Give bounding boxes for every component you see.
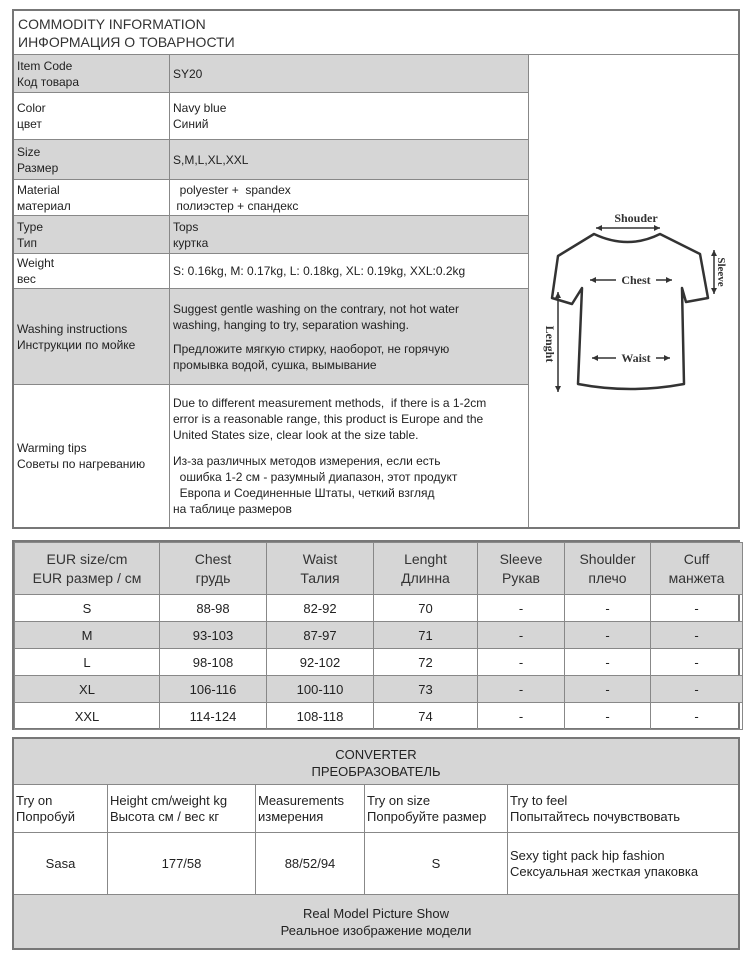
header-sleeve — [478, 543, 565, 595]
header-en: Sleeve — [499, 550, 543, 567]
cell-cuff: - — [651, 676, 743, 703]
cell-cuff: - — [651, 622, 743, 649]
header-en: Try to feel — [510, 792, 568, 808]
cell-sleeve: - — [478, 649, 565, 676]
header-cuff — [651, 543, 743, 595]
converter-header-row — [14, 785, 738, 833]
cell-waist: 87-97 — [267, 622, 374, 649]
row-value: промывка водой, сушка, вымывание — [173, 357, 377, 372]
cell-size: XXL — [15, 703, 160, 730]
table-row — [15, 703, 743, 730]
cell-value: Сексуальная жесткая упаковка — [510, 863, 699, 879]
row-value: на таблице размеров — [173, 502, 292, 516]
header-ru: Попытайтесь почувствовать — [510, 808, 681, 824]
cell-chest: 93-103 — [160, 622, 267, 649]
cell-value: 88/52/94 — [284, 855, 336, 871]
header-ru: манжета — [668, 569, 725, 586]
row-label: Инструкции по мойке — [17, 337, 136, 352]
row-value: Европа и Соединенные Штаты, четкий взгляд — [173, 486, 435, 500]
header-waist — [267, 543, 374, 595]
header-shoulder — [565, 543, 651, 595]
row-value: washing, hanging to try, separation washing. — [173, 317, 409, 332]
row-value: S,M,L,XL,XXL — [173, 152, 249, 167]
cell-shoulder: - — [565, 649, 651, 676]
cell-cuff: - — [651, 649, 743, 676]
header-ru: Высота см / вес кг — [110, 808, 220, 824]
header-try-on-size — [365, 785, 508, 832]
converter-panel — [12, 737, 740, 950]
cell-cuff: - — [651, 595, 743, 622]
row-spacer — [173, 333, 528, 341]
footer-ru: Реальное изображение модели — [280, 922, 472, 938]
row-value: Due to different measurement methods, if there is a 1-2cm — [173, 396, 487, 410]
cell-length: 74 — [374, 703, 478, 730]
header-chest — [160, 543, 267, 595]
info-row-item-code — [14, 55, 528, 93]
commodity-info-title — [14, 11, 738, 55]
value-size — [365, 833, 508, 894]
cell-length: 73 — [374, 676, 478, 703]
cell-waist: 82-92 — [267, 595, 374, 622]
row-value: Из-за различных методов измерения, если есть — [173, 454, 441, 468]
cell-sleeve: - — [478, 703, 565, 730]
cell-size: L — [15, 649, 160, 676]
header-ru: EUR размер / см — [32, 569, 142, 586]
row-label: Material — [17, 182, 60, 197]
cell-chest: 114-124 — [160, 703, 267, 730]
length-label: Lenght — [543, 325, 557, 363]
header-en: Try on — [16, 792, 53, 808]
row-label: Size — [17, 144, 41, 159]
cell-value: 177/58 — [161, 855, 202, 871]
row-value: S: 0.16kg, M: 0.17kg, L: 0.18kg, XL: 0.19kg, XXL:0.2kg — [173, 264, 466, 278]
info-row-size — [14, 140, 528, 180]
value-feel — [508, 833, 738, 894]
row-label: Код товара — [17, 74, 80, 89]
header-en: Try on size — [367, 792, 431, 808]
cell-shoulder: - — [565, 595, 651, 622]
chest-label: Chest — [621, 273, 651, 287]
cell-value: Sexy tight pack hip fashion — [510, 847, 665, 863]
converter-title-en: CONVERTER — [335, 747, 417, 762]
cell-sleeve: - — [478, 622, 565, 649]
header-ru: Рукав — [502, 569, 540, 586]
table-row — [15, 649, 743, 676]
header-en: Measurements — [258, 792, 344, 808]
row-spacer — [173, 443, 528, 453]
tshirt-outline — [552, 234, 708, 389]
header-en: Shoulder — [579, 550, 636, 567]
title-line-en: COMMODITY INFORMATION — [18, 16, 206, 32]
size-table-header — [15, 543, 743, 595]
converter-value-row — [14, 833, 738, 895]
header-en: Cuff — [683, 550, 710, 567]
header-measurements — [256, 785, 365, 832]
converter-footer — [14, 895, 738, 948]
value-height-weight — [108, 833, 256, 894]
row-value: полиэстер + спандекс — [173, 198, 299, 213]
value-model-name — [14, 833, 108, 894]
row-label: Item Code — [17, 58, 73, 73]
table-row — [15, 622, 743, 649]
info-row-warming — [14, 385, 528, 527]
cell-shoulder: - — [565, 703, 651, 730]
row-value: Синий — [173, 117, 209, 131]
cell-sleeve: - — [478, 595, 565, 622]
header-en: Waist — [302, 550, 338, 567]
waist-label: Waist — [621, 351, 651, 365]
shoulder-label: Shouder — [614, 211, 658, 225]
size-table — [14, 542, 743, 730]
footer-en: Real Model Picture Show — [303, 905, 449, 921]
cell-cuff: - — [651, 703, 743, 730]
row-value: куртка — [173, 235, 209, 250]
header-try-on — [14, 785, 108, 832]
header-en: Height cm/weight kg — [110, 792, 228, 808]
header-ru: плечо — [588, 569, 627, 586]
cell-chest: 98-108 — [160, 649, 267, 676]
header-en: EUR size/cm — [46, 550, 128, 567]
header-ru: Талия — [300, 569, 340, 586]
header-ru: Попробуйте размер — [367, 808, 487, 824]
cell-length: 71 — [374, 622, 478, 649]
cell-waist: 100-110 — [267, 676, 374, 703]
header-try-to-feel — [508, 785, 738, 832]
converter-title — [14, 739, 738, 785]
info-row-color — [14, 93, 528, 140]
row-label: Type — [17, 219, 44, 234]
row-value: Navy blue — [173, 101, 227, 115]
cell-sleeve: - — [478, 676, 565, 703]
converter-title-ru: ПРЕОБРАЗОВАТЕЛЬ — [311, 764, 441, 779]
row-label: материал — [17, 198, 71, 213]
cell-size: XL — [15, 676, 160, 703]
header-length — [374, 543, 478, 595]
cell-shoulder: - — [565, 622, 651, 649]
header-ru: измерения — [258, 808, 324, 824]
row-value: Suggest gentle washing on the contrary, not hot water — [173, 301, 459, 316]
cell-chest: 106-116 — [160, 676, 267, 703]
header-ru: Попробуй — [16, 808, 75, 824]
row-value: polyester + spandex — [173, 182, 291, 197]
row-value: SY20 — [173, 66, 203, 81]
row-label: Color — [17, 101, 46, 115]
cell-waist: 108-118 — [267, 703, 374, 730]
row-value: ошибка 1-2 см - разумный диапазон, этот продукт — [173, 470, 458, 484]
table-row — [15, 676, 743, 703]
header-en: Lenght — [404, 550, 447, 567]
header-ru: Длинна — [401, 569, 450, 586]
cell-length: 72 — [374, 649, 478, 676]
column-divider — [528, 55, 529, 527]
info-row-washing — [14, 289, 528, 385]
tshirt-measurement-diagram — [532, 198, 727, 398]
row-label: Советы по нагреванию — [17, 457, 146, 471]
cell-waist: 92-102 — [267, 649, 374, 676]
info-row-material — [14, 180, 528, 216]
row-value: Предложите мягкую стирку, наоборот, не горячую — [173, 341, 450, 356]
table-row — [15, 595, 743, 622]
sleeve-label: Sleeve — [715, 257, 727, 287]
row-value: error is a reasonable range, this product is Europe and the — [173, 412, 484, 426]
cell-chest: 88-98 — [160, 595, 267, 622]
info-row-type — [14, 216, 528, 254]
row-label: Weight — [17, 256, 55, 270]
cell-shoulder: - — [565, 676, 651, 703]
title-line-ru: ИНФОРМАЦИЯ О ТОВАРНОСТИ — [18, 34, 235, 50]
cell-length: 70 — [374, 595, 478, 622]
cell-size: M — [15, 622, 160, 649]
row-label: цвет — [17, 117, 42, 131]
cell-value: S — [431, 855, 441, 871]
header-height-weight — [108, 785, 256, 832]
cell-value: Sasa — [45, 855, 76, 871]
row-value: United States size, clear look at the size table. — [173, 428, 419, 442]
size-table-panel — [12, 540, 740, 730]
value-measurements — [256, 833, 365, 894]
cell-size: S — [15, 595, 160, 622]
header-ru: грудь — [195, 569, 231, 586]
row-label: Washing instructions — [17, 321, 128, 336]
row-label: Warming tips — [17, 441, 87, 455]
row-value: Tops — [173, 219, 199, 234]
row-label: Тип — [17, 235, 38, 250]
info-row-weight — [14, 254, 528, 289]
row-label: Размер — [17, 160, 59, 175]
header-size — [15, 543, 160, 595]
row-label: вес — [17, 272, 36, 286]
header-en: Chest — [194, 550, 232, 567]
